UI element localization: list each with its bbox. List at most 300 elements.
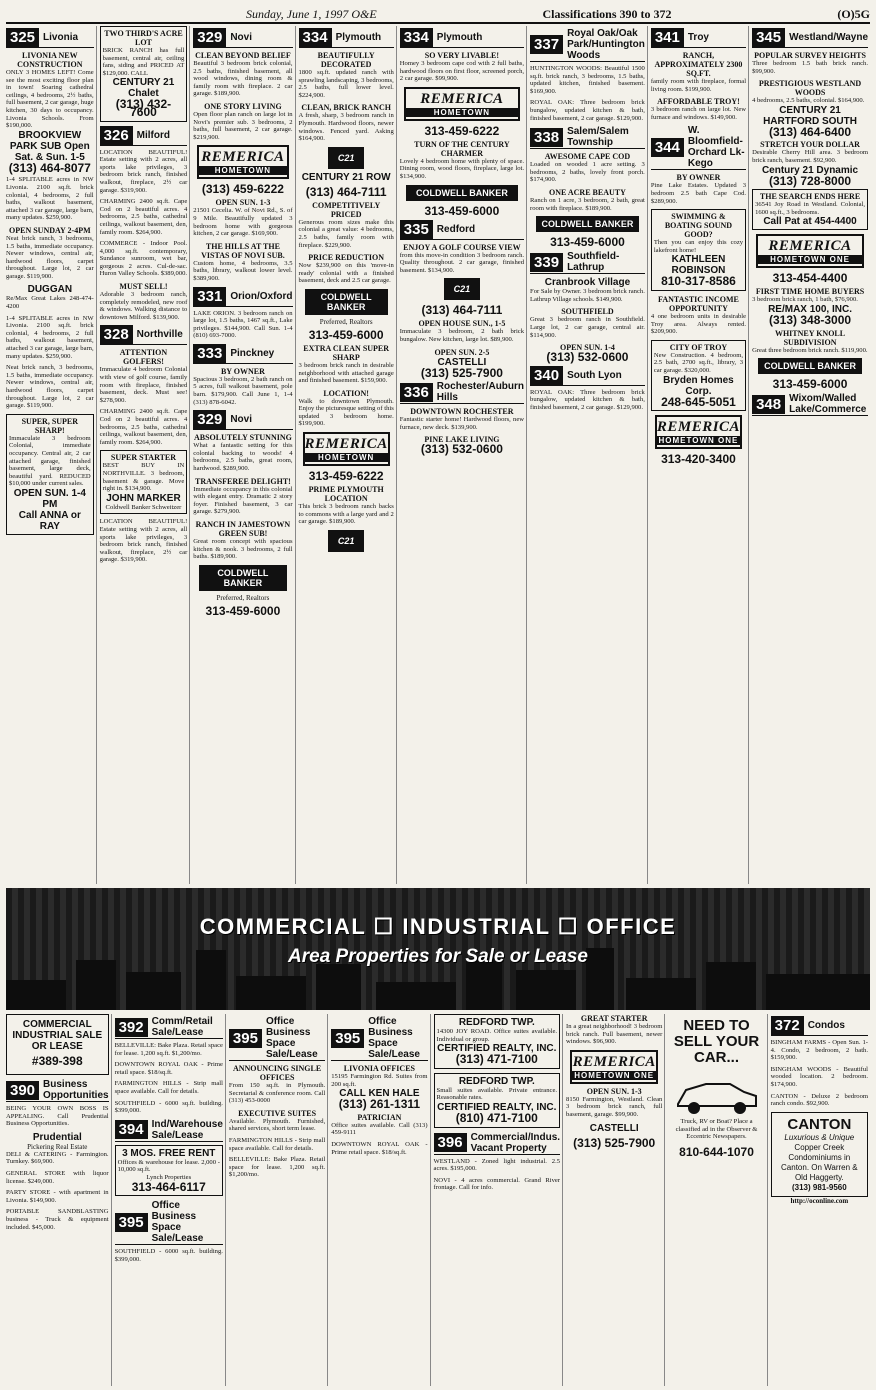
ad-headline: REDFORD TWP. [458, 1017, 535, 1028]
page-number: (O)5G [837, 7, 870, 21]
logo-brand: REMERICA [420, 90, 504, 107]
classified-ad [6, 284, 94, 310]
website-link[interactable]: http://oconline.com [790, 1196, 849, 1205]
ad-phone: 313-459-6222 [424, 123, 500, 138]
section-header [115, 1200, 223, 1245]
ad-headline: TRANSFEREE DELIGHT! [195, 476, 291, 486]
ad-headline: WHITNEY KNOLL SUBDIVISION [774, 328, 846, 347]
ad-body: PORTABLE SANDBLASTING business - Truck & equipment included. $45,000. [6, 1208, 109, 1231]
section-header [193, 344, 292, 364]
classified-ad [6, 1170, 109, 1185]
ad-body: 1800 sq.ft. updated ranch with sprawling landscaping, 3 bedrooms, 2.5 baths, full lower level. $224,900. [298, 69, 394, 99]
classified-ad [115, 1080, 223, 1095]
ad-body: For Sale by Owner. 3 bedroom brick ranch. Lathrup Village schools. $149,900. [530, 288, 645, 303]
ad-body: SOUTHFIELD - 6000 sq.ft. building. $399,000. [114, 1248, 223, 1263]
ad-body: Great three bedroom brick ranch. $119,900. [752, 346, 868, 354]
classified-ad [651, 51, 746, 93]
ad-body: 4 one bedroom units in desirable Troy area. Always rented. $209,900. [650, 312, 747, 336]
ad-body: LOCATION BEAUTIFUL! Estate setting with 2 acres, all sports lake privileges, 3 bedroom brick ranch, finished walkout, fireplace, 2½ car garage. $319,900. [99, 518, 188, 564]
classified-ad [299, 253, 394, 285]
section-number: 338 [530, 128, 563, 147]
ad-phone: (313) 532-0600 [420, 442, 503, 457]
ad-body: CHARMING 2400 sq.ft. Cape Cod on 2 beautiful acres. 4 bedrooms, 2.5 baths, cathedral ceilings, walkout basement, den, family room. $264,900. [99, 198, 188, 236]
need-to-sell-car-headline: NEED TO SELL YOUR CAR... [673, 1017, 760, 1066]
ad-body: CANTON - Deluxe 2 bedroom ranch condo. $92,900. [770, 1092, 868, 1108]
classified-ad [566, 1014, 662, 1046]
classified-ad [115, 1248, 223, 1263]
classified-ad [530, 307, 645, 339]
column-7-lower [668, 1014, 767, 1386]
section-header [651, 28, 746, 48]
classified-ad [400, 319, 524, 343]
ad-body: Walk to downtown Plymouth. Enjoy the picturesque setting of this updated 3 bedroom home. $199,900. [298, 397, 394, 428]
classified-ad [400, 407, 524, 431]
ad-body: Neat brick ranch, 3 bedrooms, 1.5 baths, immediate occupancy. Newer windows, central air, hardwood floors, carpet throughout. Large lot, 2 car garage. $119,900. [6, 234, 94, 280]
ad-body: Three bedroom 1.5 bath brick ranch. $99,900. [752, 60, 868, 75]
column-1-lower [6, 1014, 112, 1386]
ad-body: ROYAL OAK: Three bedroom brick bungalow, updated kitchen & bath, finished basement, 2 car garage. $129,900. [530, 388, 645, 411]
boxed-ad [651, 340, 746, 411]
ad-extra: Pickering Real Estate [27, 1142, 88, 1151]
ad-phone: (313) 464-7111 [305, 184, 387, 199]
ad-body: 21501 Cecelia. W. of Novi Rd., S. of 9 Mile. Beautifully updated 3 bedroom home with gorgeous kitchen, 2 car garage. $169,900. [193, 207, 293, 238]
ad-body: Fantastic starter home! Hardwood floors, new furnace, new deck. $139,900. [399, 416, 525, 431]
ad-headline: SUPER STARTER [110, 453, 177, 463]
ad-headline: PATRICIAN [357, 1112, 402, 1122]
banner-title: COMMERCIAL ☐ INDUSTRIAL ☐ OFFICE [199, 914, 677, 939]
ad-body: Pine Lake Estates. Updated 3 bedroom 2.5 bath Cape Cod. $289,900. [650, 182, 747, 205]
ad-body: From 150 sq.ft. in Plymouth. Secretarial & conference room. Call (313) 453-0000 [228, 1082, 326, 1105]
classified-ad [530, 65, 645, 95]
logo-brand: REMERICA [201, 149, 285, 166]
ad-phone: (313) 348-3000 [769, 312, 852, 327]
ad-body: 8150 Farmington, Westland. Clean 3 bedroom brick ranch, full basement, garage. $99,900. [566, 1095, 663, 1118]
ad-phone: (313) 728-8000 [769, 173, 852, 188]
car-icon [672, 1070, 762, 1118]
ad-phone: 313-464-6117 [131, 1179, 206, 1194]
ad-headline: THE SEARCH ENDS HERE [759, 192, 861, 202]
ad-headline: PINE LAKE LIVING [424, 435, 500, 445]
ad-body: BRICK RANCH has full basement, central air, ceiling fans, siding and PRICED AT $129,000. CALL [102, 47, 185, 77]
classified-ad [100, 282, 188, 321]
ad-headline: MUST SELL! [119, 282, 168, 292]
ad-headline: CLEAN, BRICK RANCH [301, 103, 391, 113]
ad-extra: OPEN SUN. 1-4 PM [13, 487, 86, 510]
classified-ad [100, 408, 188, 446]
section-header [400, 28, 524, 48]
section-header [229, 1016, 325, 1061]
ad-headline: 3 MOS. FREE RENT [122, 1147, 216, 1159]
ad-body: Great room concept with spacious kitchen & nook. 3 bedrooms, 2 full baths. $189,900. [193, 538, 293, 561]
classified-ad [400, 348, 524, 378]
classified-ad [752, 329, 868, 355]
section-number: 394 [115, 1120, 148, 1139]
ad-extra: Lynch Properties [146, 1173, 192, 1181]
ad-body: 14300 JOY ROAD. Office suites available. Individual or group. [436, 1028, 558, 1043]
logo-sub: HOMETOWN [305, 453, 388, 462]
ad-headline: PRICE REDUCTION [308, 253, 385, 263]
section-name: Office Business Space Sale/Lease [368, 1016, 420, 1060]
column-6 [530, 26, 648, 884]
logo-brand: REMERICA [656, 419, 741, 436]
section-header [100, 126, 188, 146]
ad-phone: 313-459-6222 [308, 469, 384, 484]
section-name: Commercial/Indus. Vacant Property [470, 1131, 561, 1154]
remerica-logo [404, 87, 520, 121]
classified-ad [434, 1177, 561, 1192]
logo-brand: REMERICA [768, 238, 852, 255]
classified-ad [771, 1039, 868, 1062]
ad-body: WESTLAND - Zoned light industrial. 2.5 acres. $195,000. [433, 1157, 561, 1173]
ad-brand: CENTURY 21 Chalet [112, 77, 175, 100]
section-name: Condos [807, 1020, 845, 1031]
ad-body: New Construction. 4 bedroom, 2.5 bath, 2700 sq.ft., library, 3 car garage. $320,000. [653, 351, 744, 374]
logo-sub: HOMETOWN ONE [658, 436, 739, 446]
ad-body: COMMERCE - Indoor Pool. 4,000 sq.ft. contemporary, Sundance sunroom, wet bar, gorgeous 2 acres. Cul-de-sac. Huron Valley Schools. $389,000. [99, 240, 188, 278]
ad-body: Adorable 3 bedroom ranch, completely remodeled, new roof & windows. Walking distance to downtown Milford. $139,900. [99, 291, 188, 321]
ad-body: ONLY 3 HOMES LEFT! Come see the most exciting floor plan in town! Soaring cathedral ceilings, 4 bedrooms, 2½ baths, full basement, 2 car garage, huge kitchen, 30 days to occupancy. Livonia Schools. From $190,000. [6, 69, 94, 130]
classification-range: Classifications 390 to 372 [542, 7, 672, 21]
ad-body: What a fantastic setting for this colonial backing to woods! 4 bedrooms, 2.5 baths, great room, hardwood. $289,900. [193, 442, 293, 473]
ad-headline: ANNOUNCING SINGLE OFFICES [232, 1064, 322, 1082]
ad-headline: OPEN SUN. 1-4 [559, 343, 615, 353]
classified-ad [530, 389, 645, 412]
ad-brand: CENTURY 21 ROW [301, 171, 391, 183]
classified-ad [6, 226, 94, 281]
ad-phone: 313-459-6000 [308, 327, 384, 342]
classified-ad [566, 1087, 662, 1119]
ad-body: CHARMING 2400 sq.ft. Cape Cod on 2 beautiful acres. 4 bedrooms, 2.5 baths, cathedral ceilings, walkout basement, den, family room. $264,900. [99, 408, 188, 446]
date-text: Sunday, June 1, 1997 [246, 7, 349, 21]
ad-body: 3 bedroom ranch on large lot. New furnace and windows. $149,900. [650, 106, 747, 121]
ad-phone: 313-459-6000 [424, 203, 500, 218]
boxed-ad [434, 1073, 561, 1128]
classified-ad [100, 518, 188, 564]
column-8 [752, 26, 870, 884]
classified-ad [229, 1109, 325, 1133]
section-header [651, 125, 746, 170]
classified-page [6, 2, 870, 1386]
ad-phone: (313) 432-7600 [115, 97, 172, 119]
classified-ad [100, 149, 188, 195]
section-number: 339 [530, 253, 563, 272]
ad-headline: SWIMMING & BOATING SOUND GOOD? [664, 212, 733, 240]
classified-ad [530, 152, 645, 184]
commercial-banner [6, 888, 870, 1010]
prudential-logo: Prudential [32, 1131, 82, 1143]
canton-ad [771, 1112, 868, 1197]
ad-body: Lovely 4 bedroom home with plenty of space. Dining room, wood floors, fireplace, large lot. $134,900. [399, 157, 525, 180]
section-name: Pinckney [230, 347, 275, 359]
classified-ad [651, 295, 746, 336]
section-name: Office Business Space Sale/Lease [151, 1200, 204, 1245]
section-name: Orion/Oxford [230, 290, 293, 302]
ad-phone: (313) 464-8077 [8, 160, 91, 175]
classified-ad [299, 103, 394, 142]
ad-body: Homey 3 bedroom cape cod with 2 full baths, hardwood floors on first floor, screened porch, 2 car garage. $99,900. [399, 60, 525, 83]
ad-body: BELLEVILLE: Bake Plaza. Retail space for lease. 1,200 sq.ft. $1,200/mo. [228, 1156, 326, 1179]
section-header [331, 1016, 427, 1061]
section-number: 348 [752, 395, 785, 414]
ad-headline: COMPETITIVELY PRICED [312, 200, 381, 219]
ad-body: Neat brick ranch, 3 bedrooms, 1.5 baths, immediate occupancy. Newer windows, central air, hardwood floors, carpet throughout. Large lot, 2 car garage. $119,900. [6, 364, 94, 410]
ad-headline: REDFORD TWP. [458, 1075, 535, 1087]
column-5 [400, 26, 527, 884]
ad-body: Offices & warehouse for lease. 2,000 - 10,000 sq.ft. [117, 1158, 220, 1174]
ad-body: Desirable Cherry Hill area. 3 bedroom brick ranch, basement. $92,900. [752, 149, 868, 164]
need-car-phone: 810-644-1070 [679, 1144, 754, 1159]
ad-contact: Call Pat at 454-4400 [763, 216, 857, 228]
logo-sub: HOMETOWN [406, 108, 518, 117]
classified-ad [752, 51, 868, 75]
section-name: Plymouth [436, 32, 483, 43]
ad-phone: 313-459-6000 [550, 235, 625, 250]
classified-ad [193, 477, 292, 516]
section-header [193, 28, 292, 48]
ad-agent: KATHLEEN ROBINSON [671, 254, 726, 277]
classified-ad [530, 99, 645, 122]
classified-ad [193, 51, 292, 98]
coldwell-banker-logo: COLDWELL BANKER [406, 185, 518, 201]
ad-body: Re/Max Great Lakes 248-474-4200 [6, 295, 94, 311]
ad-phone: (313) 464-7111 [421, 303, 503, 318]
ad-body: LOCATION BEAUTIFUL! Estate setting with 2 acres, all sports lake privileges, 3 bedroom brick ranch, finished walkout, fireplace, 2½ car garage. $319,900. [99, 148, 188, 194]
classified-ad [6, 1151, 109, 1166]
ad-headline: ABSOLUTELY STUNNING [193, 433, 292, 443]
ad-body: FARMINGTON HILLS - Strip mall space available. Call for details. [228, 1136, 326, 1152]
ad-body: FARMINGTON HILLS - Strip mall space available. Call for details. [114, 1080, 223, 1095]
column-5-lower [434, 1014, 564, 1386]
classified-ad [6, 364, 94, 410]
section-number: 340 [530, 366, 563, 385]
ad-brand: CENTURY 21 HARTFORD SOUTH [763, 104, 857, 127]
ad-phone: (313) 525-7900 [573, 1135, 656, 1150]
ad-body: Generous room sizes make this colonial a great value: 4 bedrooms, 2.5 baths, family room with fireplace. $229,900. [298, 218, 394, 249]
section-number: 392 [115, 1018, 148, 1037]
ad-headline: AFFORDABLE TROY! [657, 97, 740, 107]
ad-headline: OPEN SUNDAY 2-4PM [9, 225, 91, 235]
section-header [771, 1016, 868, 1036]
ad-body: LAKE ORION. 3 bedroom ranch on large lot, 1.5 baths, 1467 sq.ft., Lake privileges. $144,900. Call Sun. 1-4 (810) 693-7000. [193, 309, 293, 340]
section-name: Royal Oak/Oak Park/Huntington Woods [567, 28, 645, 61]
ad-headline: SOUTHFIELD [561, 307, 614, 317]
classified-ad [193, 102, 292, 141]
section-name: Ind/Warehouse Sale/Lease [151, 1118, 223, 1141]
section-header [6, 28, 94, 48]
section-header [530, 366, 645, 386]
section-number: 333 [193, 344, 226, 363]
ad-phone: 248-645-5051 [661, 394, 736, 409]
ad-phone: (313) 525-7900 [420, 365, 503, 380]
classified-ad [6, 1105, 109, 1128]
classified-ad [299, 389, 394, 428]
ad-headline: OPEN SUN. 1-3 [586, 1086, 642, 1096]
column-2-lower [115, 1014, 226, 1386]
ad-body: Open floor plan ranch on large lot in Novi's premier sub. 3 bedrooms, 2 baths, full basement, 2 car garage. $219,900. [193, 110, 293, 141]
classified-ad [400, 51, 524, 83]
ad-body: 3 bedroom brick ranch, 1 bath, $76,900. [752, 296, 858, 304]
ad-body: Ranch on 1 acre, 3 bedroom, 2 bath, great room with fireplace. $189,900. [530, 196, 645, 212]
section-name: Office Business Space Sale/Lease [265, 1016, 318, 1060]
ad-headline: SO VERY LIVABLE! [424, 51, 500, 60]
ad-body: BEING YOUR OWN BOSS IS APPEALING. Call Prudential Business Opportunities. [6, 1105, 109, 1128]
century21-logo: C21 [444, 278, 480, 300]
ad-body: Small suites available. Private entrance. Reasonable rates. [436, 1086, 558, 1102]
classified-ad [400, 243, 524, 275]
column-8-lower [771, 1014, 870, 1386]
ad-body: HUNTINGTON WOODS: Beautiful 1500 sq.ft. brick ranch, 3 bedrooms, 1.5 baths, updated kitchen, finished basement. $169,900. [530, 65, 645, 95]
canton-tagline: Luxurious & Unique [784, 1132, 855, 1142]
ad-extra: Preferred, Realtors [216, 593, 270, 602]
section-number: 335 [400, 220, 433, 239]
remerica-logo [655, 415, 742, 449]
ad-brand: Century 21 Dynamic [761, 164, 859, 176]
ad-body: Immaculate 3 bedroom, 2 bath brick bungalow. New kitchen, large lot. $89,900. [399, 328, 525, 343]
ad-body: 1-4 SPLITABLE acres in NW Livonia. 2100 sq.ft. brick colonial, 4 bedrooms, 2 full baths, walkout basement, attached 3 car garage, large barn, many updates. $259,900. [6, 314, 94, 360]
ad-phone: (810) 471-7100 [455, 1110, 538, 1125]
section-number: 334 [400, 28, 433, 47]
ad-body: Great 3 bedroom ranch in Southfield. Large lot, 2 car garage, central air. $114,900. [530, 316, 645, 339]
need-car-body: Truck, RV or Boat? Place a classified ad in the Observer & Eccentric Newspapers. [675, 1118, 758, 1141]
section-name: Northville [136, 329, 183, 341]
classified-ad [331, 1141, 427, 1156]
ad-headline: THE HILLS AT THE VISTAS OF NOVI SUB. [201, 241, 285, 260]
ad-body: Immaculate 3 bedroom Colonial, immediate occupancy. Central air, 2 car attached garage, finished basement, large deck, beautiful yard. REDUCED $10,000 under current sales. [9, 434, 91, 488]
ad-contact: Call ANNA or RAY [18, 509, 81, 532]
ad-headline: ONE STORY LIVING [204, 101, 282, 111]
ad-phone: 810-317-8586 [661, 274, 736, 289]
classified-ad [299, 201, 394, 249]
column-4 [299, 26, 397, 884]
ad-headline: ONE ACRE BEAUTY [548, 187, 626, 197]
classified-ad [193, 242, 292, 283]
classified-ad [752, 140, 868, 188]
classified-ad [400, 140, 524, 181]
classified-ad [331, 1113, 427, 1137]
ad-brand: CASTELLI [437, 356, 487, 368]
classified-ad [229, 1156, 325, 1179]
ad-phone: 313-454-4400 [772, 271, 848, 286]
section-header [400, 381, 524, 404]
ad-extra: Preferred, Realtors [319, 317, 373, 326]
ad-phone: 313-420-3400 [661, 452, 736, 467]
logo-sub: HOMETOWN ONE [572, 1071, 656, 1080]
remerica-logo [303, 432, 390, 466]
section-number: 395 [331, 1029, 364, 1048]
commercial-box-sub: #389-398 [31, 1054, 83, 1068]
section-header [752, 393, 868, 416]
ad-body: DELI & CATERING - Farmington. Turnkey. $69,900. [6, 1150, 109, 1166]
section-name: Novi [230, 32, 252, 43]
section-name: Plymouth [335, 32, 382, 43]
boxed-ad [115, 1145, 223, 1196]
ad-body: from this move-in condition 3 bedroom ranch. Quality throughout. 2 car garage, finished basement. $134,900. [399, 251, 525, 274]
section-number: 329 [193, 410, 226, 429]
boxed-ad [6, 414, 94, 535]
section-header [100, 325, 188, 345]
canton-body: Copper Creek Condominiums in Canton. On Warren & Old Haggerty. [781, 1142, 858, 1182]
ad-body: 36541 Joy Road in Westland. Colonial, 1600 sq.ft., 3 bedrooms. [755, 201, 865, 216]
ad-brand: RE/MAX 100, INC. [768, 303, 852, 315]
section-header [530, 126, 645, 149]
section-number: 341 [651, 28, 684, 47]
classified-ad [6, 1189, 109, 1204]
boxed-ad [100, 450, 188, 514]
section-name: Wixom/Walled Lake/Commerce [789, 393, 867, 416]
logo-brand: REMERICA [572, 1053, 656, 1070]
section-name: Redford [436, 223, 476, 235]
section-number: 390 [6, 1081, 39, 1100]
ad-body: SOUTHFIELD - 6000 sq.ft. building. $399,000. [114, 1099, 223, 1115]
classified-ad [771, 1066, 868, 1089]
section-header [530, 251, 645, 274]
classified-ad [651, 97, 746, 121]
classified-ad [229, 1137, 325, 1152]
ad-contact: CALL KEN HALE [339, 1088, 420, 1100]
column-2 [100, 26, 191, 884]
column-4-lower [331, 1014, 430, 1386]
ad-body: Custom home, 4 bedrooms, 3.5 baths, library, walkout lower level. $389,900. [193, 259, 293, 282]
ad-headline: BEAUTIFULLY DECORATED [317, 51, 375, 69]
canton-phone: (313) 981-9560 [791, 1182, 847, 1192]
classified-ad [299, 344, 394, 385]
section-number: 395 [115, 1213, 148, 1232]
ad-headline: BY OWNER [220, 366, 265, 376]
section-name: Livonia [43, 32, 79, 43]
ad-headline: STRETCH YOUR DOLLAR [760, 140, 860, 150]
coldwell-banker-logo: COLDWELL BANKER [536, 216, 639, 232]
classified-ad [6, 315, 94, 361]
ad-body: A fresh, sharp, 3 bedroom ranch in Plymouth. Hardwood floors, newer windows. Fenced yard. Asking $164,900. [298, 112, 394, 143]
ad-headline: LOCATION! [323, 388, 369, 398]
section-number: 336 [400, 383, 433, 402]
section-header [530, 28, 645, 62]
canton-title: CANTON [787, 1115, 852, 1133]
ad-headline: EXECUTIVE SUITES [238, 1108, 317, 1118]
classified-ad [530, 343, 645, 365]
ad-headline: EXTRA CLEAN SUPER SHARP [303, 343, 390, 362]
classified-ad [193, 367, 292, 406]
column-3-lower [229, 1014, 328, 1386]
ad-body: DOWNTOWN ROYAL OAK - Prime retail space. $18/sq.ft. [331, 1140, 428, 1156]
ad-phone: (313) 261-1311 [338, 1097, 421, 1112]
ad-body: NOVI - 4 acres commercial. Grand River frontage. Call for info. [433, 1176, 561, 1192]
coldwell-banker-logo: COLDWELL BANKER [758, 358, 862, 374]
section-header [400, 220, 524, 240]
remerica-logo [197, 145, 288, 179]
classified-ad [752, 287, 868, 327]
ad-body: BINGHAM WOODS - Beautiful wooded location. 2 bedroom. $174,900. [770, 1065, 868, 1088]
ad-body: This brick 3 bedroom ranch backs to commons with a large yard and 2 car garage. $189,900. [298, 503, 394, 526]
section-name: Comm/Retail Sale/Lease [151, 1016, 213, 1038]
section-header [193, 410, 292, 430]
classified-ad [100, 348, 188, 404]
ad-body: Now $239,900 on this 'move-in ready' colonial with a finished basement, deck and 2.5 car garage. [298, 262, 394, 285]
upper-columns [6, 26, 870, 884]
section-number: 372 [771, 1016, 804, 1035]
classified-ad [434, 1158, 561, 1173]
logo-sub: HOMETOWN ONE [758, 255, 862, 264]
section-name: Southfield-Lathrup [567, 251, 620, 274]
classified-ad [100, 198, 188, 236]
ad-headline: ATTENTION GOLFERS! [119, 348, 168, 367]
section-header [6, 1079, 109, 1102]
commercial-index-box [6, 1014, 109, 1075]
ad-headline: RANCH IN JAMESTOWN GREEN SUB! [195, 520, 291, 538]
ad-headline: FANTASTIC INCOME OPPORTUNITY [658, 294, 739, 313]
section-number: 334 [299, 28, 332, 47]
section-number: 395 [229, 1029, 262, 1048]
